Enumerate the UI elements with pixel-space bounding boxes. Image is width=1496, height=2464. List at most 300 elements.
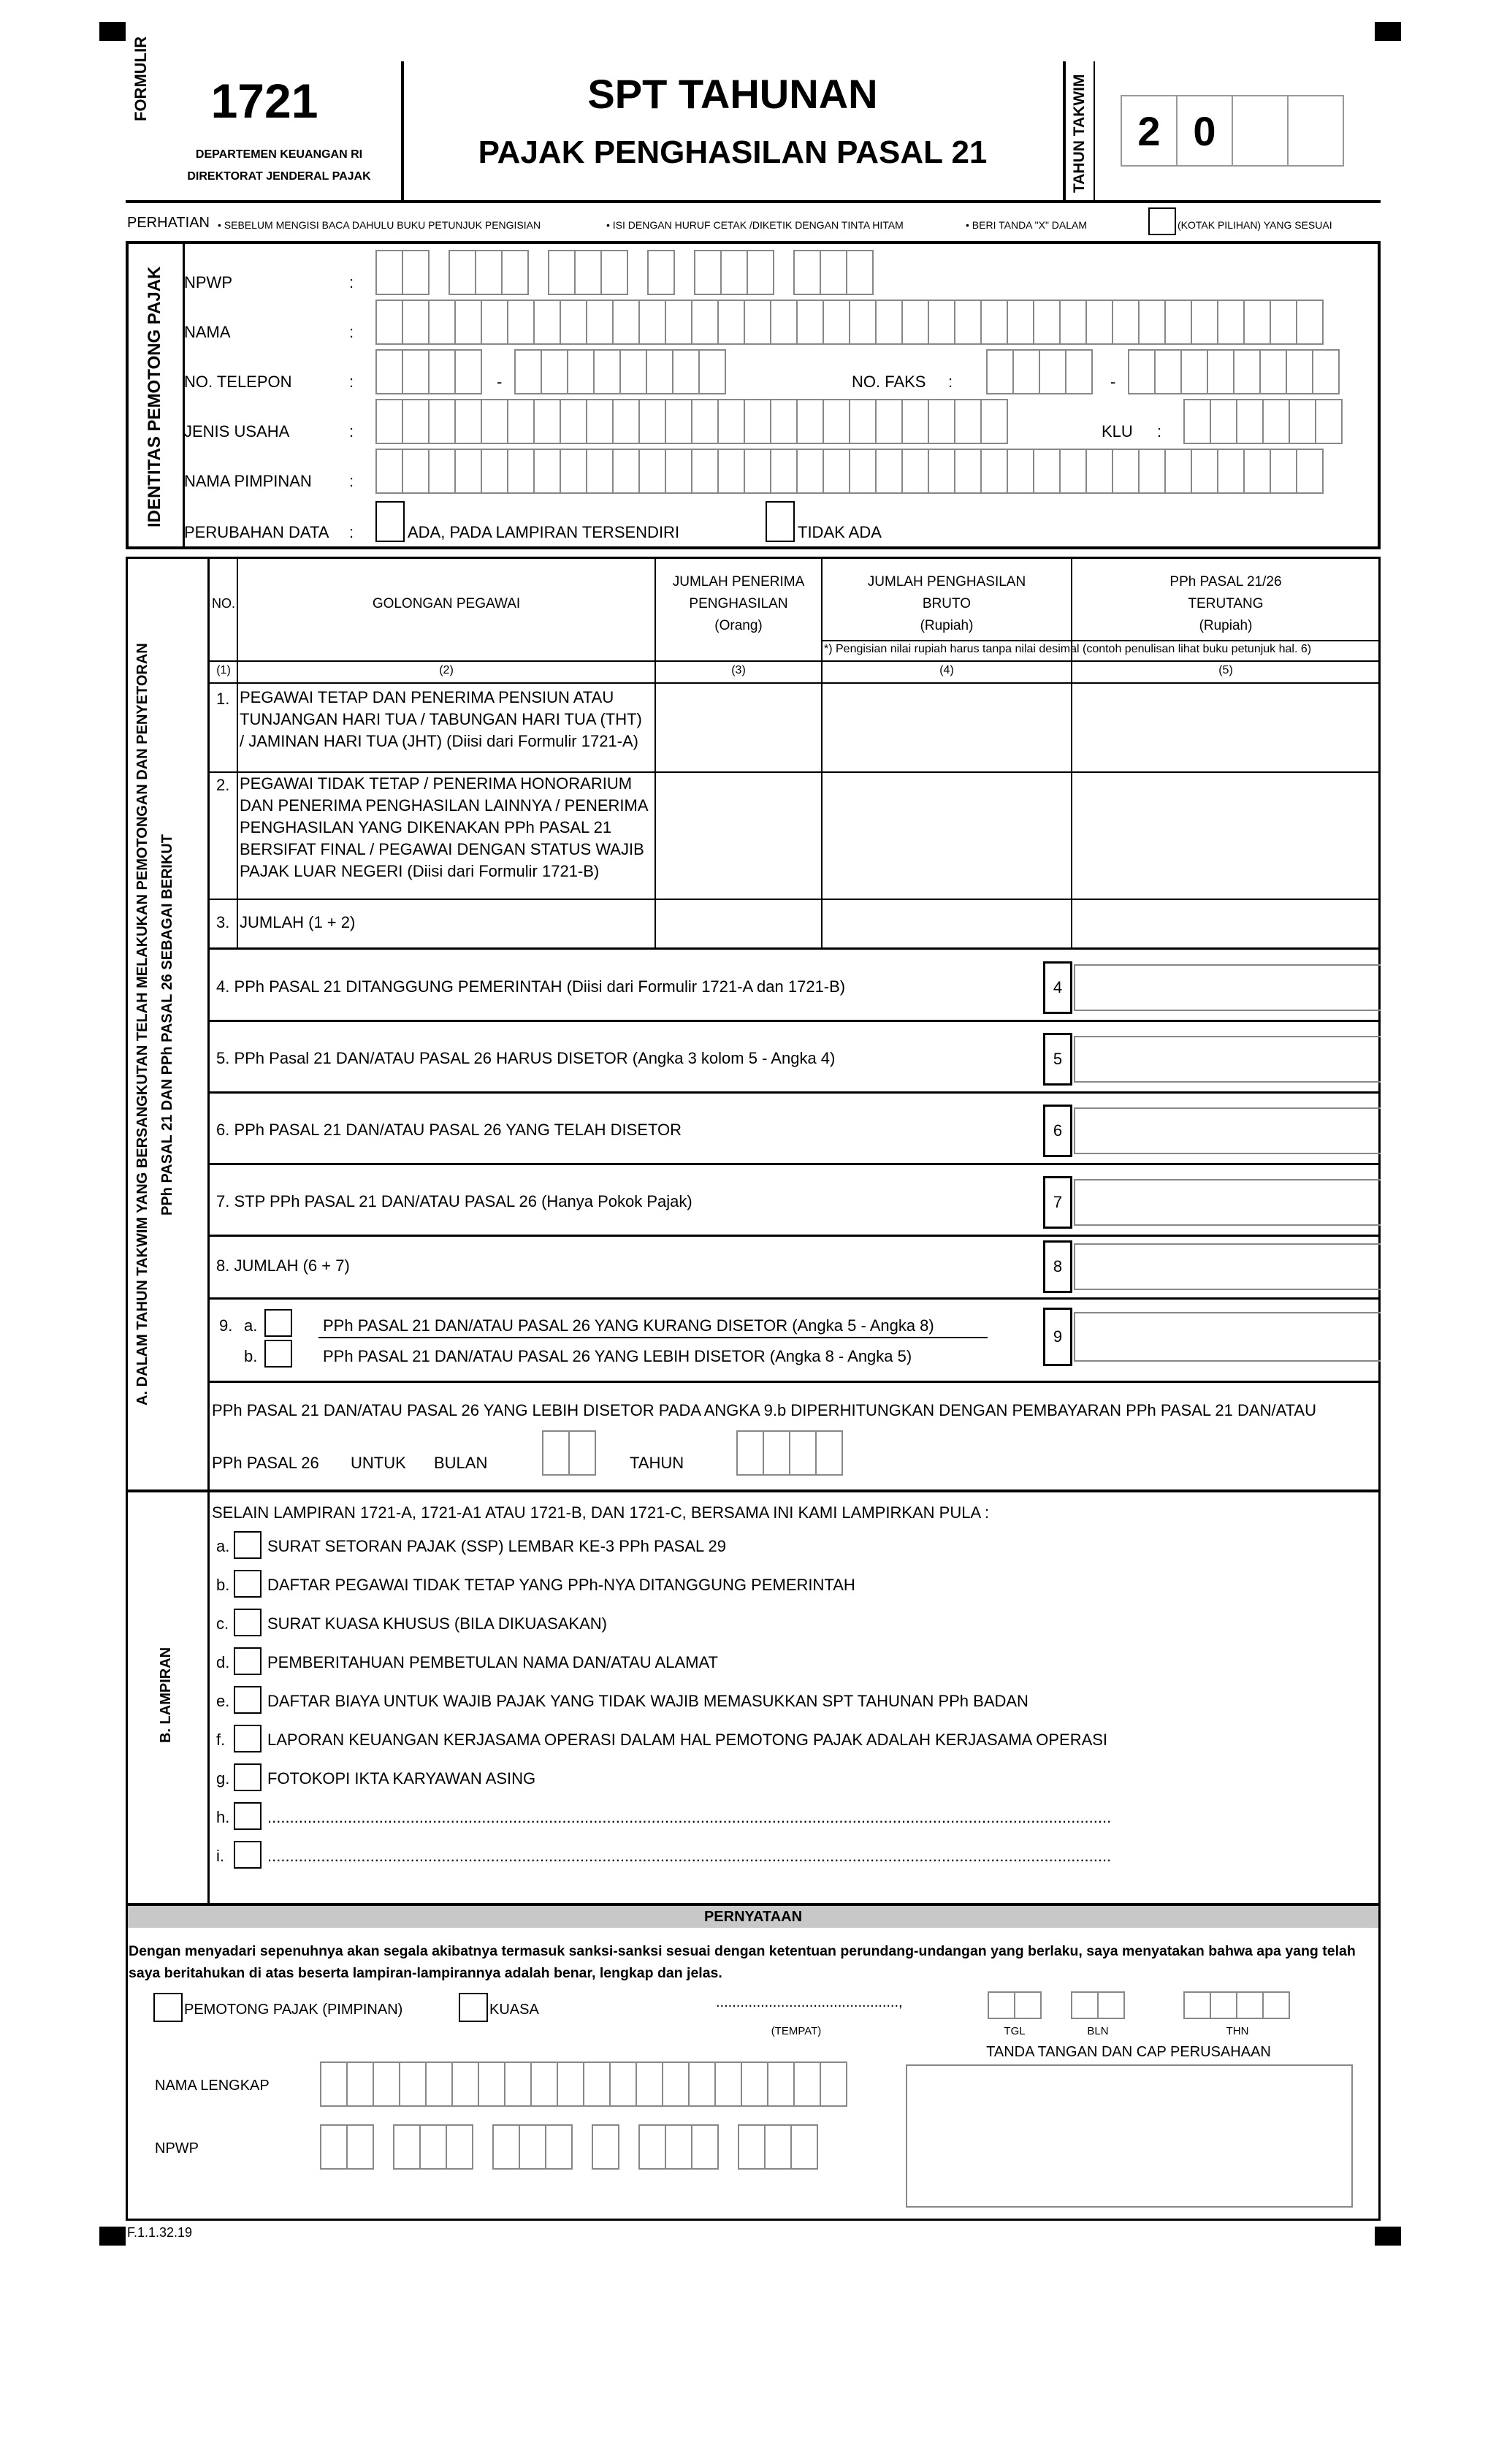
row-3-description: JUMLAH (1 + 2) — [240, 913, 356, 931]
col-line-no — [237, 557, 238, 949]
col-bruto-header-2: BRUTO — [922, 596, 972, 611]
pimpinan-char-cell[interactable] — [454, 449, 482, 494]
header-divider-right — [1063, 61, 1066, 200]
section-a-side-divider — [207, 557, 210, 1492]
nama-lengkap-char-cell[interactable] — [688, 2061, 716, 2107]
faks-label: NO. FAKS — [852, 373, 926, 391]
pimpinan-char-cell[interactable] — [717, 449, 745, 494]
kuasa-checkbox[interactable] — [459, 1993, 488, 2022]
nama-char-cell[interactable] — [560, 300, 587, 345]
form-subtitle: PAJAK PENGHASILAN PASAL 21 — [478, 134, 988, 170]
nama-lengkap-char-cell[interactable] — [793, 2061, 821, 2107]
lampiran-item-checkbox[interactable] — [234, 1763, 262, 1791]
jenis-usaha-char-cell[interactable] — [901, 399, 929, 444]
col-bruto-header-1: JUMLAH PENGHASILAN — [867, 574, 1026, 590]
jenis-usaha-colon: : — [349, 422, 354, 440]
section-b-title: B. LAMPIRAN — [158, 1647, 174, 1743]
lebih-disetor-year-input[interactable] — [736, 1430, 842, 1476]
jenis-usaha-input[interactable] — [375, 399, 1007, 444]
thn-label: THN — [1226, 2025, 1249, 2037]
nama-char-cell[interactable] — [1007, 300, 1034, 345]
jenis-usaha-char-cell[interactable] — [586, 399, 614, 444]
telepon-colon: : — [349, 373, 354, 391]
nama-char-cell[interactable] — [1033, 300, 1061, 345]
tempat-label: (TEMPAT) — [771, 2025, 822, 2037]
col-jumlah-header-3: (Orang) — [714, 618, 763, 633]
lampiran-item-letter: a. — [216, 1537, 230, 1555]
section-a-subtitle: PPh PASAL 21 DAN PPh PASAL 26 SEBAGAI BERIKUT — [159, 834, 175, 1216]
nama-lengkap-char-cell[interactable] — [399, 2061, 427, 2107]
nama-char-cell[interactable] — [1164, 300, 1192, 345]
nama-lengkap-char-cell[interactable] — [373, 2061, 400, 2107]
nama-char-cell[interactable] — [612, 300, 640, 345]
signer-npwp-input[interactable] — [320, 2124, 817, 2170]
pimpinan-char-cell[interactable] — [560, 449, 587, 494]
line-8-box-number: 8 — [1043, 1240, 1072, 1293]
lebih-disetor-bulan: BULAN — [434, 1454, 488, 1472]
row-2-bruto-input[interactable] — [823, 773, 1071, 899]
jenis-usaha-char-cell[interactable] — [428, 399, 456, 444]
line-4-bottom — [209, 1020, 1381, 1022]
index-2: (2) — [439, 664, 454, 676]
jenis-usaha-char-cell[interactable] — [717, 399, 745, 444]
year-digit-box[interactable] — [1232, 95, 1289, 167]
pimpinan-label: NAMA PIMPINAN — [184, 472, 312, 490]
line-6-amount-input[interactable] — [1074, 1107, 1381, 1154]
nama-char-cell[interactable] — [928, 300, 955, 345]
klu-input[interactable] — [1183, 399, 1341, 444]
nama-lengkap-char-cell[interactable] — [557, 2061, 584, 2107]
lampiran-item-letter: i. — [216, 1847, 224, 1865]
nama-lengkap-char-cell[interactable] — [451, 2061, 479, 2107]
pimpinan-char-cell[interactable] — [691, 449, 719, 494]
index-3: (3) — [731, 664, 746, 676]
section-b-side-divider — [207, 1490, 210, 1905]
row-1-pph-input[interactable] — [1072, 684, 1379, 771]
pimpinan-char-cell[interactable] — [428, 449, 456, 494]
row-2-jumlah-input[interactable] — [656, 773, 821, 899]
nama-lengkap-input[interactable] — [320, 2061, 846, 2107]
col-no-header: NO. — [211, 596, 235, 611]
nama-char-cell[interactable] — [796, 300, 824, 345]
pimpinan-char-cell[interactable] — [1296, 449, 1324, 494]
nama-lengkap-char-cell[interactable] — [609, 2061, 637, 2107]
jenis-usaha-char-cell[interactable] — [375, 399, 403, 444]
col-jumlah-header-2: PENGHASILAN — [689, 596, 788, 611]
line-9-amount-input[interactable] — [1074, 1312, 1381, 1362]
line-9a-text: PPh PASAL 21 DAN/ATAU PASAL 26 YANG KURANG DISETOR (Angka 5 - Angka 8) — [323, 1316, 934, 1335]
lampiran-item-label: DAFTAR BIAYA UNTUK WAJIB PAJAK YANG TIDAK WAJIB MEMASUKKAN SPT TAHUNAN PPh BADAN — [267, 1692, 1028, 1710]
pimpinan-char-cell[interactable] — [796, 449, 824, 494]
form-number: 1721 — [210, 74, 318, 128]
pimpinan-char-cell[interactable] — [586, 449, 614, 494]
lampiran-item-letter: d. — [216, 1653, 230, 1671]
lampiran-item-letter: f. — [216, 1731, 226, 1749]
nama-lengkap-char-cell[interactable] — [583, 2061, 611, 2107]
jenis-usaha-char-cell[interactable] — [770, 399, 798, 444]
pimpinan-char-cell[interactable] — [1059, 449, 1087, 494]
pimpinan-char-cell[interactable] — [1033, 449, 1061, 494]
pimpinan-char-cell[interactable] — [375, 449, 403, 494]
kuasa-label: KUASA — [489, 2002, 539, 2018]
nama-char-cell[interactable] — [454, 300, 482, 345]
line-9-box-number: 9 — [1043, 1308, 1072, 1366]
col-golongan-header: GOLONGAN PEGAWAI — [372, 596, 521, 611]
bulan-input[interactable] — [1071, 1991, 1123, 2019]
nama-label: NAMA — [184, 323, 231, 341]
jenis-usaha-char-cell[interactable] — [954, 399, 982, 444]
row-3-jumlah-input[interactable] — [656, 900, 821, 947]
pimpinan-char-cell[interactable] — [744, 449, 771, 494]
lebih-disetor-text: PPh PASAL 21 DAN/ATAU PASAL 26 YANG LEBIH DISETOR PADA ANGKA 9.b DIPERHITUNGKAN DENGAN PEMBAYARAN PPh PASAL 21 DAN/ATAU — [212, 1401, 1316, 1419]
lebih-disetor-tahun: TAHUN — [630, 1454, 684, 1472]
nama-char-cell[interactable] — [1138, 300, 1166, 345]
tempat-input[interactable]: ............................................., — [716, 1994, 903, 2010]
nama-lengkap-char-cell[interactable] — [741, 2061, 768, 2107]
registration-mark-top-right — [1375, 22, 1401, 41]
lampiran-item-letter: c. — [216, 1614, 229, 1633]
pimpinan-colon: : — [349, 472, 354, 490]
tanggal-input[interactable] — [988, 1991, 1040, 2019]
npwp-label: NPWP — [184, 273, 232, 291]
row-2-number: 2. — [216, 776, 230, 794]
nama-lengkap-label: NAMA LENGKAP — [155, 2078, 270, 2094]
index-4: (4) — [939, 664, 954, 676]
year-digit-box[interactable]: 2 — [1121, 95, 1178, 167]
bln-label: BLN — [1087, 2025, 1109, 2037]
lampiran-item-checkbox[interactable] — [234, 1570, 262, 1598]
jenis-usaha-char-cell[interactable] — [665, 399, 692, 444]
line-9a-checkbox[interactable] — [264, 1309, 292, 1337]
row-1-description: PEGAWAI TETAP DAN PENERIMA PENSIUN ATAU TUNJANGAN HARI TUA / TABUNGAN HARI TUA (THT) / JAMINAN HARI TUA (JHT) (Diisi dari Formulir 1721-A) — [240, 688, 642, 750]
lampiran-item-checkbox[interactable] — [234, 1647, 262, 1675]
jenis-usaha-char-cell[interactable] — [507, 399, 535, 444]
pemotong-pajak-checkbox[interactable] — [153, 1993, 183, 2022]
lampiran-item-checkbox[interactable] — [234, 1802, 262, 1830]
pimpinan-char-cell[interactable] — [507, 449, 535, 494]
perhatian-label: PERHATIAN — [127, 215, 210, 231]
tidak-ada-label: TIDAK ADA — [798, 523, 882, 541]
jenis-usaha-char-cell[interactable] — [691, 399, 719, 444]
line-9b-letter: b. — [244, 1347, 258, 1365]
line-9a-letter: a. — [244, 1316, 258, 1335]
registration-mark-bottom-left — [99, 2227, 126, 2246]
jenis-usaha-char-cell[interactable] — [481, 399, 508, 444]
pimpinan-char-cell[interactable] — [1007, 449, 1034, 494]
header-bottom-rule — [126, 200, 1381, 203]
lampiran-item-letter: h. — [216, 1808, 230, 1826]
lampiran-item-letter: e. — [216, 1692, 230, 1710]
npwp-colon: : — [349, 273, 354, 291]
jenis-usaha-char-cell[interactable] — [928, 399, 955, 444]
nama-char-cell[interactable] — [691, 300, 719, 345]
nama-char-cell[interactable] — [533, 300, 561, 345]
faks-colon: : — [948, 373, 953, 391]
lampiran-item-label: SURAT KUASA KHUSUS (BILA DIKUASAKAN) — [267, 1614, 607, 1633]
row-1-bruto-input[interactable] — [823, 684, 1071, 771]
line-4-box-number: 4 — [1043, 961, 1072, 1014]
pimpinan-char-cell[interactable] — [1138, 449, 1166, 494]
tgl-label: TGL — [1004, 2025, 1026, 2037]
nama-char-cell[interactable] — [954, 300, 982, 345]
lampiran-item-label: ............................................................................................................................................................................................. — [267, 1808, 1112, 1826]
nama-char-cell[interactable] — [980, 300, 1008, 345]
tidak-ada-checkbox[interactable] — [766, 501, 795, 542]
formulir-label: FORMULIR — [131, 36, 150, 121]
nama-char-cell[interactable] — [823, 300, 850, 345]
pimpinan-char-cell[interactable] — [638, 449, 666, 494]
line-6-box-number: 6 — [1043, 1105, 1072, 1157]
nama-lengkap-char-cell[interactable] — [714, 2061, 742, 2107]
jenis-usaha-char-cell[interactable] — [560, 399, 587, 444]
nama-lengkap-char-cell[interactable] — [767, 2061, 795, 2107]
pimpinan-char-cell[interactable] — [481, 449, 508, 494]
nama-char-cell[interactable] — [1059, 300, 1087, 345]
lebih-disetor-pph26: PPh PASAL 26 — [212, 1454, 319, 1472]
pimpinan-char-cell[interactable] — [402, 449, 430, 494]
pimpinan-char-cell[interactable] — [875, 449, 903, 494]
identitas-section-title: IDENTITAS PEMOTONG PAJAK — [145, 266, 164, 527]
line-9b-checkbox[interactable] — [264, 1340, 292, 1368]
nama-lengkap-char-cell[interactable] — [662, 2061, 690, 2107]
pimpinan-char-cell[interactable] — [928, 449, 955, 494]
pimpinan-char-cell[interactable] — [1270, 449, 1297, 494]
form-title: SPT TAHUNAN — [587, 71, 878, 117]
line-9-separator — [318, 1337, 988, 1338]
pimpinan-char-cell[interactable] — [1164, 449, 1192, 494]
line-7-box-number: 7 — [1043, 1176, 1072, 1229]
pimpinan-char-cell[interactable] — [665, 449, 692, 494]
nama-char-cell[interactable] — [901, 300, 929, 345]
form-code: F.1.1.32.19 — [127, 2225, 193, 2240]
nama-char-cell[interactable] — [875, 300, 903, 345]
pimpinan-char-cell[interactable] — [849, 449, 877, 494]
pimpinan-char-cell[interactable] — [1112, 449, 1140, 494]
lampiran-item-checkbox[interactable] — [234, 1609, 262, 1636]
line-6-text: 6. PPh PASAL 21 DAN/ATAU PASAL 26 YANG TELAH DISETOR — [216, 1121, 682, 1139]
line-5-bottom — [209, 1091, 1381, 1094]
telepon-label: NO. TELEPON — [184, 373, 292, 391]
pimpinan-char-cell[interactable] — [980, 449, 1008, 494]
lebih-disetor-month-input[interactable] — [542, 1430, 595, 1476]
rupiah-note: *) Pengisian nilai rupiah harus tanpa nilai desimal (contoh penulisan lihat buku petunjuk hal. 6) — [824, 643, 1312, 655]
lampiran-intro: SELAIN LAMPIRAN 1721-A, 1721-A1 ATAU 1721-B, DAN 1721-C, BERSAMA INI KAMI LAMPIRKAN PULA : — [212, 1503, 990, 1522]
pernyataan-text-1: Dengan menyadari sepenuhnya akan segala akibatnya termasuk sanksi-sanksi sesuai dengan ketentuan perundang-undangan yang berlaku, saya menyatakan bahwa apa yang telah — [129, 1943, 1356, 1959]
nama-char-cell[interactable] — [665, 300, 692, 345]
pimpinan-char-cell[interactable] — [1191, 449, 1218, 494]
pimpinan-input[interactable] — [375, 449, 1322, 494]
nama-char-cell[interactable] — [507, 300, 535, 345]
nama-char-cell[interactable] — [1112, 300, 1140, 345]
pimpinan-char-cell[interactable] — [901, 449, 929, 494]
line-9-bottom — [209, 1381, 1381, 1383]
jenis-usaha-label: JENIS USAHA — [184, 422, 290, 440]
perhatian-note-3: • BERI TANDA "X" DALAM — [966, 219, 1088, 231]
jenis-usaha-char-cell[interactable] — [533, 399, 561, 444]
jenis-usaha-char-cell[interactable] — [823, 399, 850, 444]
perubahan-colon: : — [349, 523, 354, 541]
pimpinan-char-cell[interactable] — [612, 449, 640, 494]
index-line-top — [209, 660, 1381, 662]
nama-char-cell[interactable] — [1085, 300, 1113, 345]
line-9b-text: PPh PASAL 21 DAN/ATAU PASAL 26 YANG LEBIH DISETOR (Angka 8 - Angka 5) — [323, 1347, 912, 1365]
nama-input[interactable] — [375, 300, 1322, 345]
line-5-amount-input[interactable] — [1074, 1036, 1381, 1083]
nama-char-cell[interactable] — [1217, 300, 1245, 345]
lampiran-item-label: SURAT SETORAN PAJAK (SSP) LEMBAR KE-3 PPh PASAL 29 — [267, 1537, 727, 1555]
perhatian-note-2: • ISI DENGAN HURUF CETAK /DIKETIK DENGAN TINTA HITAM — [606, 219, 904, 231]
department-name: DEPARTEMEN KEUANGAN RI — [195, 148, 363, 161]
nama-colon: : — [349, 323, 354, 341]
note-line-top — [821, 640, 1381, 641]
line-7-amount-input[interactable] — [1074, 1179, 1381, 1226]
pimpinan-char-cell[interactable] — [954, 449, 982, 494]
row-2-pph-input[interactable] — [1072, 773, 1379, 899]
pernyataan-text-2: saya beritahukan di atas beserta lampiran-lampirannya adalah benar, lengkap dan jelas. — [129, 1965, 722, 1981]
year-digit-box[interactable]: 0 — [1176, 95, 1233, 167]
col-jumlah-header-1: JUMLAH PENERIMA — [672, 574, 805, 590]
col-pph-header-3: (Rupiah) — [1199, 618, 1253, 633]
pimpinan-char-cell[interactable] — [533, 449, 561, 494]
lampiran-item-label: ............................................................................................................................................................................................. — [267, 1847, 1112, 1865]
jenis-usaha-char-cell[interactable] — [402, 399, 430, 444]
nama-lengkap-char-cell[interactable] — [820, 2061, 847, 2107]
perhatian-note-1: • SEBELUM MENGISI BACA DAHULU BUKU PETUNJUK PENGISIAN — [218, 219, 541, 231]
signer-npwp-label: NPWP — [155, 2140, 199, 2156]
row-3-number: 3. — [216, 913, 230, 931]
lampiran-item-letter: b. — [216, 1576, 230, 1594]
telepon-number-input[interactable] — [514, 349, 725, 394]
jenis-usaha-char-cell[interactable] — [980, 399, 1008, 444]
jenis-usaha-char-cell[interactable] — [849, 399, 877, 444]
nama-char-cell[interactable] — [402, 300, 430, 345]
tahun-takwim-label: TAHUN TAKWIM — [1071, 74, 1088, 193]
lampiran-item-label: PEMBERITAHUAN PEMBETULAN NAMA DAN/ATAU ALAMAT — [267, 1653, 718, 1671]
jenis-usaha-char-cell[interactable] — [454, 399, 482, 444]
lampiran-item-letter: g. — [216, 1769, 230, 1788]
tax-year-boxes — [1121, 95, 1343, 167]
col-bruto-header-3: (Rupiah) — [920, 618, 974, 633]
lampiran-item-checkbox[interactable] — [234, 1841, 262, 1869]
row-3-bruto-input[interactable] — [823, 900, 1071, 947]
nama-char-cell[interactable] — [481, 300, 508, 345]
telepon-dash: - — [497, 373, 503, 391]
lampiran-item-checkbox[interactable] — [234, 1686, 262, 1714]
section-a-title: A. DALAM TAHUN TAKWIM YANG BERSANGKUTAN TELAH MELAKUKAN PEMOTONGAN DAN PENYETORAN — [134, 643, 150, 1405]
nama-lengkap-char-cell[interactable] — [530, 2061, 558, 2107]
nama-char-cell[interactable] — [744, 300, 771, 345]
pimpinan-char-cell[interactable] — [1217, 449, 1245, 494]
nama-char-cell[interactable] — [717, 300, 745, 345]
perhatian-note-4: (KOTAK PILIHAN) YANG SESUAI — [1178, 219, 1332, 231]
sample-checkbox — [1148, 207, 1176, 235]
signature-box[interactable] — [906, 2064, 1353, 2208]
line-7-bottom — [209, 1235, 1381, 1237]
row-3-pph-input[interactable] — [1072, 900, 1379, 947]
col-pph-header-2: TERUTANG — [1188, 596, 1264, 611]
npwp-input[interactable] — [375, 250, 872, 295]
nama-char-cell[interactable] — [1243, 300, 1271, 345]
jenis-usaha-char-cell[interactable] — [612, 399, 640, 444]
nama-char-cell[interactable] — [1296, 300, 1324, 345]
line-4-text: 4. PPh PASAL 21 DITANGGUNG PEMERINTAH (Diisi dari Formulir 1721-A dan 1721-B) — [216, 977, 846, 996]
line-8-amount-input[interactable] — [1074, 1243, 1381, 1290]
pimpinan-char-cell[interactable] — [1243, 449, 1271, 494]
row-3-bottom — [209, 947, 1381, 950]
tahun-divider — [1094, 61, 1095, 200]
jenis-usaha-char-cell[interactable] — [796, 399, 824, 444]
jenis-usaha-char-cell[interactable] — [638, 399, 666, 444]
directorate-name: DIREKTORAT JENDERAL PAJAK — [187, 170, 371, 183]
row-1-jumlah-input[interactable] — [656, 684, 821, 771]
nama-lengkap-char-cell[interactable] — [425, 2061, 453, 2107]
faks-area-code-input[interactable] — [986, 349, 1091, 394]
nama-char-cell[interactable] — [375, 300, 403, 345]
index-1: (1) — [216, 664, 231, 676]
faks-number-input[interactable] — [1128, 349, 1338, 394]
perubahan-label: PERUBAHAN DATA — [184, 523, 329, 541]
line-6-bottom — [209, 1163, 1381, 1165]
lebih-disetor-untuk: UNTUK — [351, 1454, 406, 1472]
nama-char-cell[interactable] — [586, 300, 614, 345]
lampiran-item-label: FOTOKOPI IKTA KARYAWAN ASING — [267, 1769, 536, 1788]
klu-label: KLU — [1102, 422, 1133, 440]
nama-lengkap-char-cell[interactable] — [346, 2061, 374, 2107]
tahun-input[interactable] — [1183, 1991, 1289, 2019]
pimpinan-char-cell[interactable] — [770, 449, 798, 494]
pimpinan-char-cell[interactable] — [1085, 449, 1113, 494]
tanda-tangan-label: TANDA TANGAN DAN CAP PERUSAHAAN — [986, 2044, 1271, 2060]
nama-char-cell[interactable] — [638, 300, 666, 345]
line-5-text: 5. PPh Pasal 21 DAN/ATAU PASAL 26 HARUS DISETOR (Angka 3 kolom 5 - Angka 4) — [216, 1049, 836, 1067]
line-8-bottom — [209, 1297, 1381, 1300]
nama-lengkap-char-cell[interactable] — [636, 2061, 663, 2107]
row-2-description: PEGAWAI TIDAK TETAP / PENERIMA HONORARIUM DAN PENERIMA PENGHASILAN LAINNYA / PENERIMA PENGHASILAN YANG DIKENAKAN PPh PASAL 21 BERSIFAT FINAL / PEGAWAI DENGAN STATUS WAJIB PAJAK LUAR NEGERI (Diisi dari Formulir 1721-B) — [240, 774, 649, 880]
line-8-text: 8. JUMLAH (6 + 7) — [216, 1256, 350, 1275]
registration-mark-top-left — [99, 22, 126, 41]
line-7-text: 7. STP PPh PASAL 21 DAN/ATAU PASAL 26 (Hanya Pokok Pajak) — [216, 1192, 692, 1210]
index-5: (5) — [1218, 664, 1233, 676]
faks-dash: - — [1110, 373, 1116, 391]
nama-lengkap-char-cell[interactable] — [504, 2061, 532, 2107]
nama-lengkap-char-cell[interactable] — [320, 2061, 348, 2107]
jenis-usaha-char-cell[interactable] — [744, 399, 771, 444]
nama-char-cell[interactable] — [428, 300, 456, 345]
nama-char-cell[interactable] — [1270, 300, 1297, 345]
nama-lengkap-char-cell[interactable] — [478, 2061, 505, 2107]
lampiran-item-checkbox[interactable] — [234, 1725, 262, 1752]
telepon-area-code-input[interactable] — [375, 349, 481, 394]
ada-checkbox[interactable] — [375, 501, 405, 542]
year-digit-box[interactable] — [1287, 95, 1344, 167]
col-pph-header-1: PPh PASAL 21/26 — [1169, 574, 1282, 590]
registration-mark-bottom-right — [1375, 2227, 1401, 2246]
jenis-usaha-char-cell[interactable] — [875, 399, 903, 444]
lampiran-item-label: DAFTAR PEGAWAI TIDAK TETAP YANG PPh-NYA DITANGGUNG PEMERINTAH — [267, 1576, 855, 1594]
line-9-number: 9. — [219, 1316, 233, 1335]
pemotong-pajak-label: PEMOTONG PAJAK (PIMPINAN) — [184, 2002, 403, 2018]
klu-colon: : — [1157, 422, 1162, 440]
nama-char-cell[interactable] — [849, 300, 877, 345]
lampiran-item-checkbox[interactable] — [234, 1531, 262, 1559]
ada-label: ADA, PADA LAMPIRAN TERSENDIRI — [408, 523, 680, 541]
pimpinan-char-cell[interactable] — [823, 449, 850, 494]
nama-char-cell[interactable] — [1191, 300, 1218, 345]
pernyataan-title: PERNYATAAN — [128, 1906, 1378, 1928]
nama-char-cell[interactable] — [770, 300, 798, 345]
line-5-box-number: 5 — [1043, 1033, 1072, 1086]
line-4-amount-input[interactable] — [1074, 964, 1381, 1011]
